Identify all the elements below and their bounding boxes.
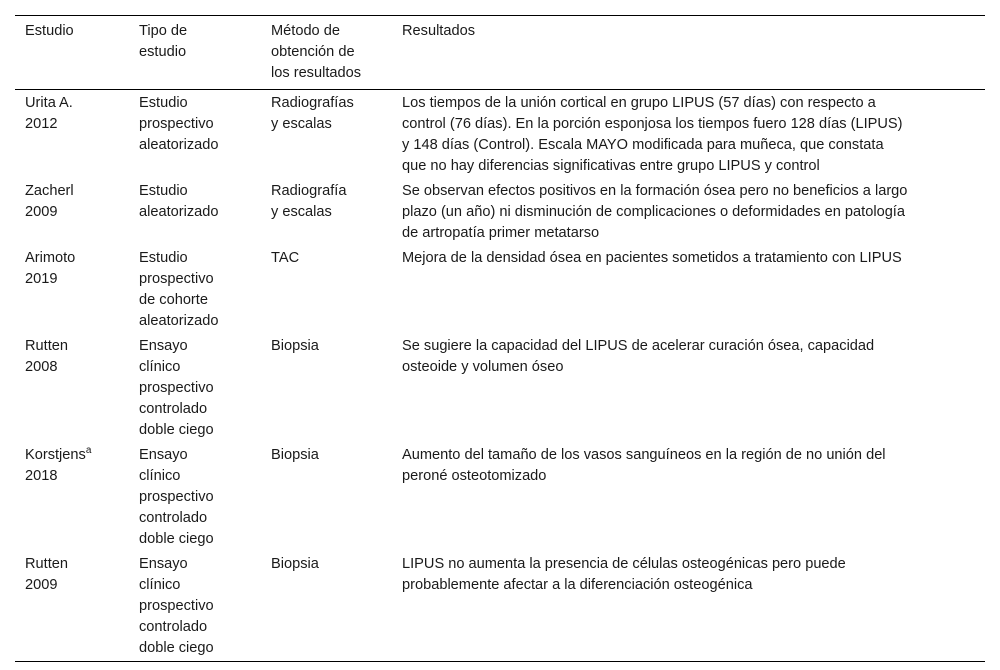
study-author: Urita A. [25,95,73,111]
study-type-line: aleatorizado [139,204,219,220]
cell-estudio [15,246,129,334]
cell-tipo [129,179,261,246]
cell-metodo [261,179,392,246]
header-tipo-line: estudio [139,44,187,60]
cell-tipo [129,246,261,334]
method-line: Biopsia [271,338,319,354]
results-line: LIPUS no aumenta la presencia de células osteogénicas pero puede [402,556,846,572]
study-type-line: Ensayo [139,338,188,354]
study-year: 2009 [25,204,58,220]
results-table-container [15,15,985,662]
results-line: probablemente afectar a la diferenciación osteogénica [402,577,753,593]
header-metodo [261,16,392,90]
table-row [15,246,985,334]
cell-tipo [129,443,261,552]
study-year: 2009 [25,577,58,593]
header-estudio [15,16,129,90]
study-type-line: prospectivo [139,489,214,505]
table-header-row [15,16,985,90]
header-metodo-line: Método de [271,23,340,39]
study-author-with-footnote [25,445,123,466]
header-estudio-text: Estudio [25,23,74,39]
method-line: y escalas [271,204,332,220]
study-type-line: de cohorte [139,292,208,308]
study-type-line: clínico [139,468,181,484]
study-year: 2019 [25,271,58,287]
results-line: peroné osteotomizado [402,468,547,484]
cell-resultados [392,246,985,334]
header-tipo [129,16,261,90]
method-line: Biopsia [271,556,319,572]
study-type-line: doble ciego [139,531,214,547]
table-row [15,179,985,246]
header-metodo-line: los resultados [271,65,362,81]
cell-metodo [261,246,392,334]
header-metodo-line: obtención de [271,44,355,60]
study-type-line: controlado [139,510,208,526]
study-type-line: Estudio [139,95,188,111]
footnote-marker: a [85,445,92,457]
study-type-line: doble ciego [139,422,214,438]
cell-estudio [15,443,129,552]
table-row [15,90,985,180]
results-line: y 148 días (Control). Escala MAYO modificada para muñeca, que constata [402,137,884,153]
table-row [15,443,985,552]
cell-resultados [392,90,985,180]
method-line: Radiografía [271,183,347,199]
cell-resultados [392,552,985,662]
study-type-line: prospectivo [139,271,214,287]
header-resultados [392,16,985,90]
header-resultados-text: Resultados [402,23,476,39]
cell-metodo [261,443,392,552]
study-year: 2012 [25,116,58,132]
study-type-line: doble ciego [139,640,214,656]
study-type-line: Ensayo [139,556,188,572]
table-row [15,334,985,443]
studies-table [15,15,985,662]
results-line: Los tiempos de la unión cortical en grupo LIPUS (57 días) con respecto a [402,95,876,111]
cell-tipo [129,334,261,443]
study-type-line: controlado [139,401,208,417]
method-line: Radiografías [271,95,354,111]
study-author: Korstjens [25,447,86,463]
study-type-line: prospectivo [139,598,214,614]
study-type-line: prospectivo [139,116,214,132]
study-author: Zacherl [25,183,74,199]
cell-resultados [392,334,985,443]
cell-estudio [15,552,129,662]
table-row [15,552,985,662]
cell-metodo [261,90,392,180]
study-type-line: clínico [139,359,181,375]
study-author: Rutten [25,556,68,572]
results-line: Aumento del tamaño de los vasos sanguíneos en la región de no unión del [402,447,886,463]
study-type-line: aleatorizado [139,313,219,329]
cell-estudio [15,90,129,180]
study-type-line: prospectivo [139,380,214,396]
study-type-line: controlado [139,619,208,635]
results-line: Se observan efectos positivos en la formación ósea pero no beneficios a largo [402,183,908,199]
study-year: 2018 [25,468,58,484]
study-type-line: aleatorizado [139,137,219,153]
results-line: que no hay diferencias significativas entre grupo LIPUS y control [402,158,820,174]
results-line: Mejora de la densidad ósea en pacientes sometidos a tratamiento con LIPUS [402,250,902,266]
cell-tipo [129,90,261,180]
study-author: Arimoto [25,250,76,266]
cell-tipo [129,552,261,662]
header-tipo-line: Tipo de [139,23,188,39]
cell-metodo [261,552,392,662]
method-line: Biopsia [271,447,319,463]
cell-resultados [392,443,985,552]
results-line: osteoide y volumen óseo [402,359,564,375]
study-type-line: Estudio [139,183,188,199]
study-author: Rutten [25,338,68,354]
study-type-line: Ensayo [139,447,188,463]
study-year: 2008 [25,359,58,375]
results-line: de artropatía primer metatarso [402,225,600,241]
cell-estudio [15,179,129,246]
study-type-line: Estudio [139,250,188,266]
cell-estudio [15,334,129,443]
cell-metodo [261,334,392,443]
results-line: control (76 días). En la porción esponjosa los tiempos fuero 128 días (LIPUS) [402,116,903,132]
method-line: TAC [271,250,300,266]
results-line: plazo (un año) ni disminución de complicaciones o deformidades en patología [402,204,905,220]
method-line: y escalas [271,116,332,132]
study-type-line: clínico [139,577,181,593]
results-line: Se sugiere la capacidad del LIPUS de acelerar curación ósea, capacidad [402,338,875,354]
cell-resultados [392,179,985,246]
